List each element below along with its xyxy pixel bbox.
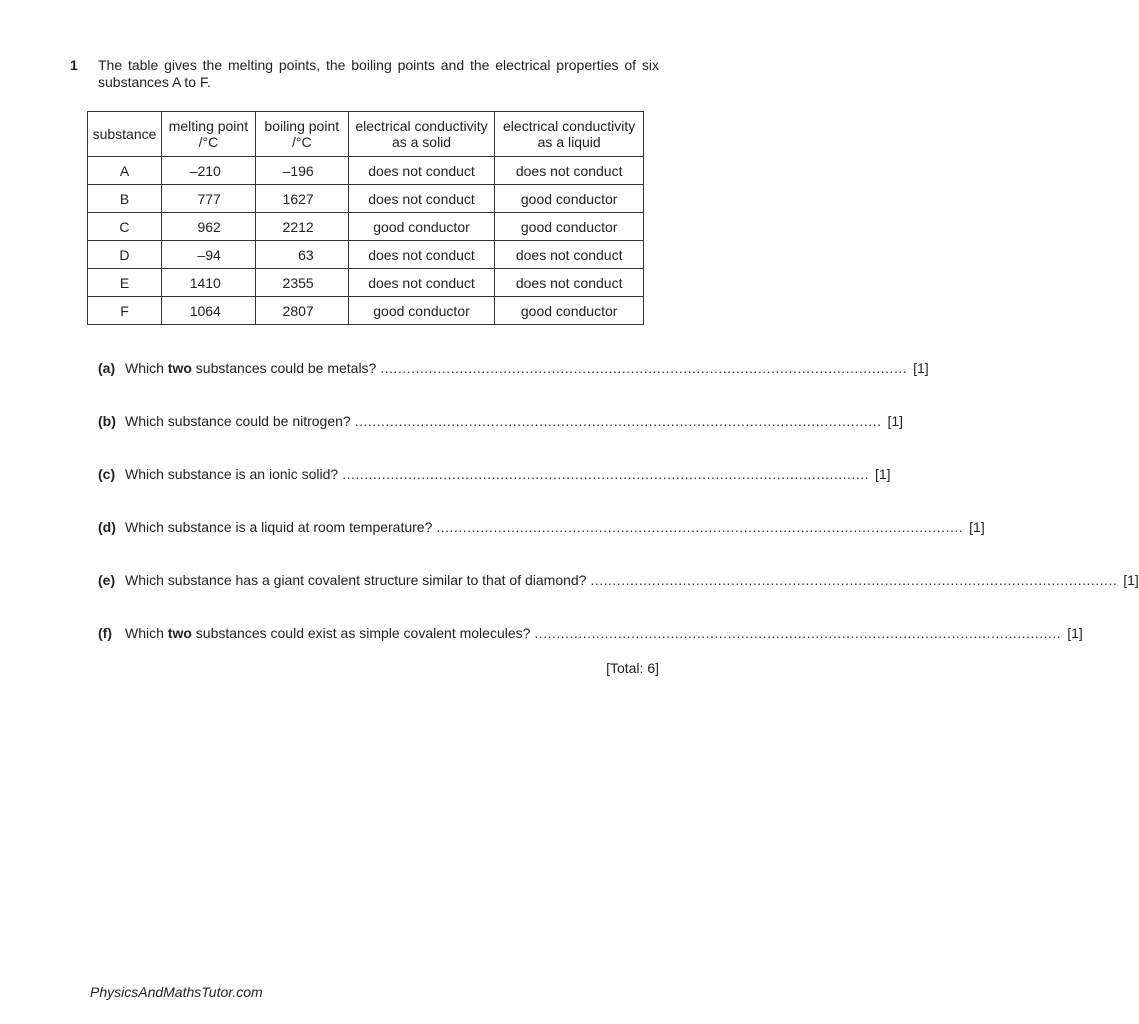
cell-substance: A (88, 157, 162, 185)
total-marks: [Total: 6] (606, 660, 659, 676)
cell-boiling-point: 2212 (255, 213, 348, 241)
question-text: Which two substances could be metals? (125, 360, 377, 376)
cell-conductivity-solid: does not conduct (348, 185, 495, 213)
mark-allocation: [1] (913, 360, 929, 376)
header-conductivity-solid: electrical conductivity as a solid (348, 112, 495, 157)
question-number: 1 (70, 57, 78, 73)
table-row (88, 241, 644, 269)
table-row (88, 269, 644, 297)
cell-conductivity-liquid: good conductor (495, 185, 644, 213)
question-d (98, 519, 985, 535)
mark-allocation: [1] (1067, 625, 1083, 641)
answer-line[interactable]: ........................................................................................................................ (436, 519, 964, 535)
cell-melting-point: 777 (161, 185, 255, 213)
mark-allocation: [1] (887, 413, 904, 429)
answer-line[interactable]: ........................................................................................................................ (380, 360, 908, 376)
question-label: (f) (98, 625, 112, 641)
table-row (88, 213, 644, 241)
cell-conductivity-solid: does not conduct (348, 157, 495, 185)
cell-conductivity-solid: does not conduct (348, 241, 495, 269)
question-label: (a) (98, 360, 116, 376)
mark-allocation: [1] (969, 519, 985, 535)
question-intro: The table gives the melting points, the boiling points and the electrical properties of six substances A to F. (98, 57, 659, 90)
question-b (98, 413, 904, 429)
answer-line[interactable]: ........................................................................................................................ (342, 466, 869, 482)
table-row (88, 297, 644, 325)
cell-conductivity-solid: does not conduct (348, 269, 495, 297)
table-row (88, 185, 644, 213)
question-text: Which substance could be nitrogen? (125, 413, 351, 429)
cell-conductivity-solid: good conductor (348, 213, 495, 241)
question-label: (d) (98, 519, 116, 535)
cell-substance: D (88, 241, 162, 269)
question-a (98, 360, 929, 376)
cell-conductivity-liquid: does not conduct (495, 269, 644, 297)
header-substance: substance (88, 112, 162, 157)
cell-melting-point: 962 (161, 213, 255, 241)
cell-melting-point: –210 (161, 157, 255, 185)
answer-line[interactable]: ........................................................................................................................ (534, 625, 1062, 641)
question-f (98, 625, 1083, 641)
cell-conductivity-liquid: good conductor (495, 297, 644, 325)
cell-conductivity-liquid: does not conduct (495, 157, 644, 185)
cell-substance: E (88, 269, 162, 297)
table-header-row (88, 112, 644, 157)
header-conductivity-liquid: electrical conductivity as a liquid (495, 112, 644, 157)
cell-boiling-point: –196 (255, 157, 348, 185)
cell-conductivity-solid: good conductor (348, 297, 495, 325)
question-text: Which substance is a liquid at room temperature? (125, 519, 433, 535)
cell-substance: C (88, 213, 162, 241)
question-e (98, 572, 1139, 588)
header-melting-point: melting point /°C (161, 112, 255, 157)
header-boiling-point: boiling point /°C (255, 112, 348, 157)
question-text: Which two substances could exist as simple covalent molecules? (125, 625, 531, 641)
footer-source: PhysicsAndMathsTutor.com (90, 984, 263, 1000)
answer-line[interactable]: ........................................................................................................................ (354, 413, 882, 429)
cell-conductivity-liquid: good conductor (495, 213, 644, 241)
answer-line[interactable]: ........................................................................................................................ (590, 572, 1118, 588)
cell-boiling-point: 1627 (255, 185, 348, 213)
question-c (98, 466, 891, 482)
cell-melting-point: 1410 (161, 269, 255, 297)
substances-table (87, 111, 644, 325)
cell-melting-point: –94 (161, 241, 255, 269)
question-label: (b) (98, 413, 116, 429)
question-label: (c) (98, 466, 116, 482)
question-label: (e) (98, 572, 116, 588)
cell-boiling-point: 2807 (255, 297, 348, 325)
cell-substance: B (88, 185, 162, 213)
mark-allocation: [1] (875, 466, 891, 482)
question-text: Which substance has a giant covalent structure similar to that of diamond? (125, 572, 587, 588)
cell-boiling-point: 2355 (255, 269, 348, 297)
table-row (88, 157, 644, 185)
question-text: Which substance is an ionic solid? (125, 466, 339, 482)
cell-boiling-point: 63 (255, 241, 348, 269)
cell-substance: F (88, 297, 162, 325)
cell-melting-point: 1064 (161, 297, 255, 325)
mark-allocation: [1] (1123, 572, 1139, 588)
cell-conductivity-liquid: does not conduct (495, 241, 644, 269)
